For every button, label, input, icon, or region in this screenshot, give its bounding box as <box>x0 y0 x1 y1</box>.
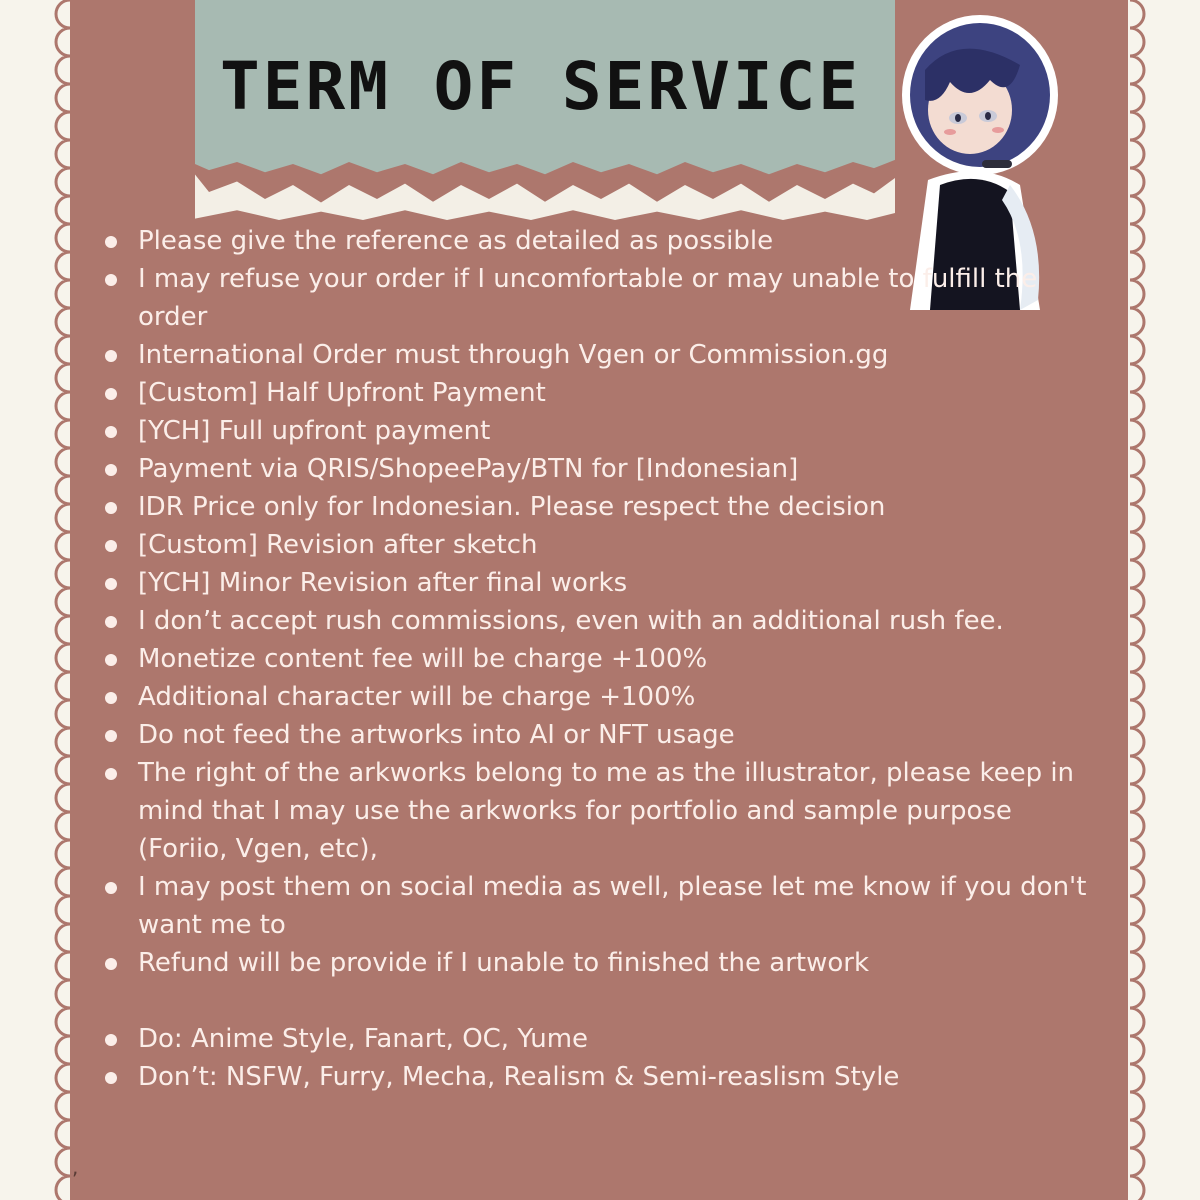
term-item: [Custom] Revision after sketch <box>100 526 1100 564</box>
term-item: The right of the arkworks belong to me as the illustrator, please keep in mind that I may use the arkworks for portfolio and sample purpose (Foriio, Vgen, etc), <box>100 754 1100 868</box>
bullet-dot <box>105 578 117 590</box>
term-item: Additional character will be charge +100% <box>100 678 1100 716</box>
term-item: Payment via QRIS/ShopeePay/BTN for [Indonesian] <box>100 450 1100 488</box>
bullet-dot <box>105 616 117 628</box>
terms-list <box>100 222 1100 1096</box>
term-item: Monetize content fee will be charge +100% <box>100 640 1100 678</box>
bullet-dot <box>105 426 117 438</box>
term-item: [YCH] Full upfront payment <box>100 412 1100 450</box>
term-item: Refund will be provide if I unable to finished the artwork <box>100 944 1100 982</box>
bullet-dot <box>105 882 117 894</box>
list-spacer <box>100 982 1100 1020</box>
style-item: Do: Anime Style, Fanart, OC, Yume <box>100 1020 1100 1058</box>
bullet-dot <box>105 350 117 362</box>
bullet-dot <box>105 388 117 400</box>
bullet-dot <box>105 274 117 286</box>
stray-mark: , <box>72 1155 79 1179</box>
bullet-dot <box>105 540 117 552</box>
bullet-dot <box>105 1072 117 1084</box>
bullet-dot <box>105 768 117 780</box>
term-item: I may refuse your order if I uncomfortable or may unable to fulfill the order <box>100 260 1100 336</box>
bullet-dot <box>105 692 117 704</box>
bullet-dot <box>105 502 117 514</box>
bullet-dot <box>105 236 117 248</box>
term-item: I don’t accept rush commissions, even with an additional rush fee. <box>100 602 1100 640</box>
bullet-dot <box>105 464 117 476</box>
term-item: International Order must through Vgen or Commission.gg <box>100 336 1100 374</box>
left-scallop-border <box>40 0 72 1200</box>
term-item: Do not feed the artworks into AI or NFT usage <box>100 716 1100 754</box>
term-item: Please give the reference as detailed as possible <box>100 222 1100 260</box>
term-item: I may post them on social media as well, please let me know if you don't want me to <box>100 868 1100 944</box>
term-item: IDR Price only for Indonesian. Please respect the decision <box>100 488 1100 526</box>
style-item: Don’t: NSFW, Furry, Mecha, Realism & Semi-reaslism Style <box>100 1058 1100 1096</box>
term-item: [YCH] Minor Revision after final works <box>100 564 1100 602</box>
term-item: [Custom] Half Upfront Payment <box>100 374 1100 412</box>
bullet-dot <box>105 958 117 970</box>
page-title: TERM OF SERVICE <box>220 48 862 125</box>
bullet-dot <box>105 1034 117 1046</box>
bullet-dot <box>105 730 117 742</box>
right-scallop-border <box>1128 0 1160 1200</box>
bullet-dot <box>105 654 117 666</box>
